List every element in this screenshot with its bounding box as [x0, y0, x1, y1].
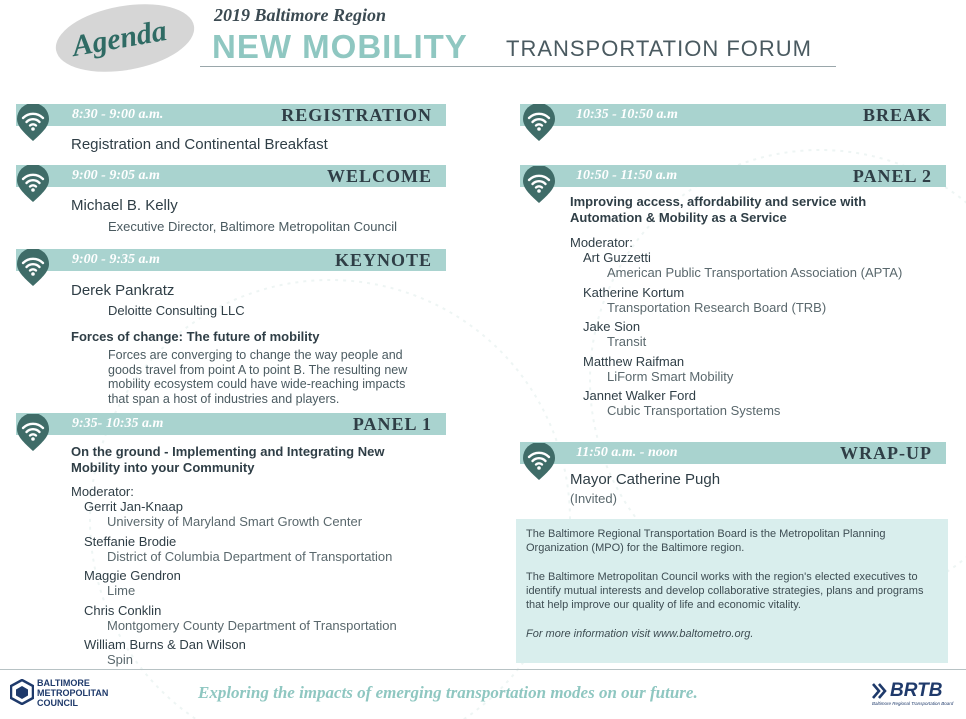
info-box: [516, 519, 948, 663]
keynote-time: 9:00 - 9:35 a.m: [72, 252, 160, 267]
list-item: [84, 499, 444, 534]
registration-text: Registration and Continental Breakfast: [71, 136, 328, 153]
brtb-logo-subtitle: Baltimore Regional Transportation Board: [872, 701, 954, 706]
wifi-pin-icon: [520, 166, 558, 204]
person-name: Jake Sion: [583, 319, 641, 334]
bmc-logo-icon: [10, 679, 34, 705]
keynote-desc-line: mobility ecosystem could have wide-reaching impacts: [108, 377, 406, 391]
wifi-pin-icon: [14, 165, 52, 203]
person-name: Jannet Walker Ford: [583, 388, 696, 403]
panel1-moderator-label: Moderator:: [71, 484, 134, 499]
panel2-moderator-label: Moderator:: [570, 235, 633, 250]
footer-tagline: Exploring the impacts of emerging transportation modes on our future.: [198, 683, 698, 702]
break-title: BREAK: [862, 105, 932, 125]
list-item: [84, 534, 444, 569]
info-line: that help improve our quality of life and economic vitality.: [526, 599, 801, 611]
person-org: Cubic Transportation Systems: [607, 403, 781, 418]
panel1-topic-line: Mobility into your Community: [71, 460, 255, 475]
person-name: Matthew Raifman: [583, 353, 685, 369]
person-name: Steffanie Brodie: [84, 533, 177, 549]
list-item: [583, 285, 943, 320]
panel1-topic-line: On the ground - Implementing and Integrating New: [71, 444, 385, 459]
person-name: William Burns & Dan Wilson: [84, 637, 246, 652]
list-item: [84, 568, 444, 603]
person-name: Gerrit Jan-Knaap: [84, 499, 183, 514]
panel2-topic-line: Automation & Mobility as a Service: [570, 210, 787, 225]
panel1-topic: [71, 444, 384, 476]
list-item: [84, 637, 444, 672]
person-name: Chris Conklin: [84, 602, 162, 618]
person-org: Montgomery County Department of Transportation: [107, 617, 397, 633]
wifi-pin-icon: [14, 249, 52, 287]
keynote-org: Deloitte Consulting LLC: [108, 303, 245, 318]
person-org: District of Columbia Department of Transportation: [107, 548, 393, 564]
person-name: Katherine Kortum: [583, 284, 685, 300]
list-item: [84, 603, 444, 638]
wrapup-bar: [520, 442, 946, 464]
registration-bar: [16, 104, 446, 126]
wrapup-time: 11:50 a.m. - noon: [576, 445, 678, 460]
person-org: Transit: [607, 334, 647, 349]
panel1-people: [84, 499, 444, 672]
welcome-title: WELCOME: [326, 166, 432, 186]
info-line: Organization (MPO) for the Baltimore region.: [526, 542, 745, 554]
keynote-speaker: Derek Pankratz: [71, 282, 175, 299]
list-item: [583, 354, 943, 389]
person-org: Lime: [107, 583, 136, 598]
header-year-region: 2019 Baltimore Region: [214, 5, 387, 25]
brtb-logo: BRTB: [890, 680, 943, 701]
person-org: American Public Transportation Association (APTA): [607, 265, 903, 280]
wrapup-speaker: Mayor Catherine Pugh: [570, 471, 721, 488]
bmc-logo-text: [37, 678, 108, 708]
header-title-big: NEW MOBILITY: [212, 28, 468, 65]
wifi-pin-icon: [14, 414, 52, 452]
panel2-time: 10:50 - 11:50 a.m: [576, 168, 678, 183]
person-org: LiForm Smart Mobility: [607, 368, 734, 384]
footer-divider: [0, 669, 966, 670]
info-line: The Baltimore Regional Transportation Board is the Metropolitan Planning: [526, 528, 886, 540]
brtb-chevron-icon: [872, 683, 890, 699]
keynote-description: [108, 348, 438, 406]
list-item: [583, 250, 943, 285]
wifi-pin-icon: [520, 443, 558, 481]
panel1-title: PANEL 1: [352, 414, 432, 434]
wifi-pin-icon: [14, 104, 52, 142]
bmc-logo-line: METROPOLITAN: [37, 688, 109, 698]
wifi-pin-icon: [520, 104, 558, 142]
header-divider: [200, 66, 836, 67]
registration-time: 8:30 - 9:00 a.m.: [72, 107, 164, 122]
wrapup-title: WRAP-UP: [840, 443, 932, 463]
wrapup-note: (Invited): [570, 491, 617, 506]
break-time: 10:35 - 10:50 a.m: [576, 107, 678, 122]
welcome-bar: [16, 165, 446, 187]
welcome-time: 9:00 - 9:05 a.m: [72, 168, 160, 183]
welcome-speaker: Michael B. Kelly: [71, 197, 178, 214]
panel2-topic: [570, 194, 866, 226]
panel2-topic-line: Improving access, affordability and service with: [570, 194, 867, 209]
keynote-desc-line: that span a host of industries and players.: [108, 391, 340, 406]
panel2-title: PANEL 2: [852, 166, 932, 186]
info-more: For more information visit www.baltometro.org.: [526, 628, 754, 640]
info-line: The Baltimore Metropolitan Council works with the region's elected executives to: [526, 571, 918, 583]
break-bar: [520, 104, 946, 126]
bmc-logo-line: COUNCIL: [37, 698, 78, 708]
person-name: Maggie Gendron: [84, 568, 181, 583]
person-org: Spin: [107, 652, 134, 667]
panel1-bar: [16, 413, 446, 435]
info-line: identify mutual interests and develop collaborative strategies, plans and programs: [526, 585, 924, 597]
keynote-desc-line: Forces are converging to change the way people and: [108, 348, 403, 362]
panel2-bar: [520, 165, 946, 187]
person-org: Transportation Research Board (TRB): [607, 299, 827, 315]
panel1-time: 9:35- 10:35 a.m: [72, 416, 164, 431]
list-item: [583, 319, 943, 354]
person-org: University of Maryland Smart Growth Center: [107, 514, 363, 529]
person-name: Art Guzzetti: [583, 250, 651, 265]
keynote-topic: Forces of change: The future of mobility: [71, 329, 320, 344]
welcome-role: Executive Director, Baltimore Metropolitan Council: [108, 219, 398, 234]
keynote-title: KEYNOTE: [334, 250, 432, 270]
keynote-desc-line: goods travel from point A to point B. The resulting new: [108, 362, 408, 377]
panel2-people: [583, 250, 943, 423]
agenda-label: Agenda: [69, 14, 170, 64]
info-paragraph-bmc: [526, 570, 938, 612]
keynote-bar: [16, 249, 446, 271]
info-paragraph-brtb: [526, 527, 938, 555]
registration-title: REGISTRATION: [281, 105, 432, 125]
header-title-small: TRANSPORTATION FORUM: [506, 36, 812, 61]
list-item: [583, 388, 943, 423]
bmc-logo-line: BALTIMORE: [37, 678, 90, 688]
